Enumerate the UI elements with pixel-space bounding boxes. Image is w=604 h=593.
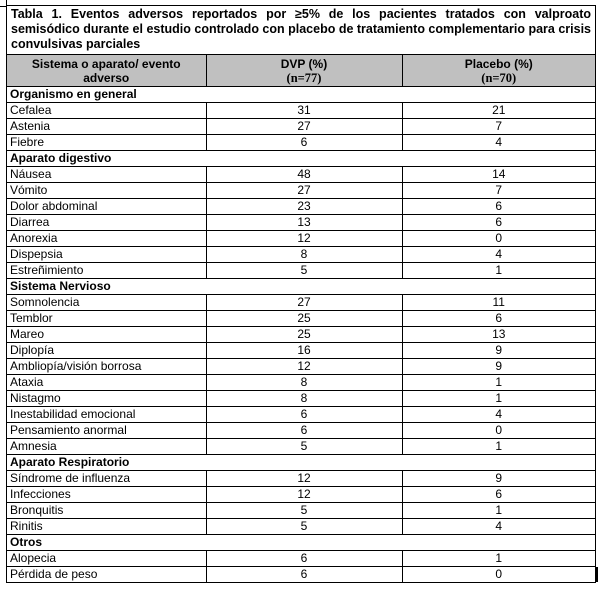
- table-row: [7, 359, 595, 375]
- dvp-value-cell: 6: [206, 407, 402, 423]
- placebo-value-cell: 9: [402, 343, 595, 359]
- dvp-value-cell: 12: [206, 231, 402, 247]
- event-cell: Náusea: [7, 167, 206, 183]
- table-row: [7, 391, 595, 407]
- table-row: [7, 183, 595, 199]
- header-placebo: [402, 55, 595, 87]
- placebo-value-cell: 7: [402, 183, 595, 199]
- table-row: [7, 215, 595, 231]
- event-cell: Ambliopía/visión borrosa: [7, 359, 206, 375]
- table-row: [7, 503, 595, 519]
- section-title: Aparato Respiratorio: [7, 455, 595, 471]
- event-cell: Dispepsia: [7, 247, 206, 263]
- dvp-value-cell: 5: [206, 439, 402, 455]
- placebo-value-cell: 14: [402, 167, 595, 183]
- section-title: Otros: [7, 535, 595, 551]
- dvp-value-cell: 48: [206, 167, 402, 183]
- header-dvp-n: (n=77): [286, 71, 322, 85]
- dvp-value-cell: 8: [206, 391, 402, 407]
- placebo-value-cell: 9: [402, 359, 595, 375]
- placebo-value-cell: 4: [402, 247, 595, 263]
- placebo-value-cell: 1: [402, 551, 595, 567]
- placebo-value-cell: 1: [402, 439, 595, 455]
- event-cell: Rinitis: [7, 519, 206, 535]
- table-row: [7, 311, 595, 327]
- dvp-value-cell: 12: [206, 471, 402, 487]
- table-row: [7, 199, 595, 215]
- header-placebo-label: Placebo (%): [464, 57, 533, 71]
- event-cell: Anorexia: [7, 231, 206, 247]
- event-cell: Diarrea: [7, 215, 206, 231]
- event-cell: Inestabilidad emocional: [7, 407, 206, 423]
- section-row: [7, 535, 595, 551]
- header-dvp: [206, 55, 402, 87]
- dvp-value-cell: 13: [206, 215, 402, 231]
- section-row: [7, 151, 595, 167]
- placebo-value-cell: 1: [402, 375, 595, 391]
- table-row: [7, 519, 595, 535]
- table-row: [7, 567, 595, 583]
- event-cell: Mareo: [7, 327, 206, 343]
- placebo-value-cell: 0: [495, 567, 503, 581]
- section-row: [7, 279, 595, 295]
- dvp-value-cell: 6: [206, 551, 402, 567]
- header-system-event: [7, 55, 206, 87]
- placebo-value-cell: 21: [402, 103, 595, 119]
- adverse-events-table-frame: [6, 5, 596, 583]
- placebo-value-cell: 0: [402, 231, 595, 247]
- table-row: [7, 263, 595, 279]
- dvp-value-cell: 5: [206, 503, 402, 519]
- event-cell: Estreñimiento: [7, 263, 206, 279]
- header-system-event-label: Sistema o aparato/ evento adverso: [31, 57, 181, 85]
- placebo-value-cell: 6: [402, 215, 595, 231]
- table-row: [7, 343, 595, 359]
- event-cell: Nistagmo: [7, 391, 206, 407]
- section-title: Sistema Nervioso: [7, 279, 595, 295]
- placebo-value-cell: 11: [402, 295, 595, 311]
- placebo-value-cell: 4: [402, 519, 595, 535]
- dvp-value-cell: 12: [206, 359, 402, 375]
- event-cell: Alopecia: [7, 551, 206, 567]
- table-row: [7, 167, 595, 183]
- table-body: [7, 87, 595, 583]
- placebo-value-cell: 13: [402, 327, 595, 343]
- placebo-value-cell: 1: [402, 263, 595, 279]
- table-row: [7, 295, 595, 311]
- dvp-value-cell: 8: [206, 247, 402, 263]
- table-row: [7, 119, 595, 135]
- placebo-value-cell: 7: [402, 119, 595, 135]
- dvp-value-cell: 6: [206, 135, 402, 151]
- section-title: Organismo en general: [7, 87, 595, 103]
- event-cell: Vómito: [7, 183, 206, 199]
- section-title: Aparato digestivo: [7, 151, 595, 167]
- table-row: [7, 135, 595, 151]
- event-cell: Pensamiento anormal: [7, 423, 206, 439]
- placebo-value-cell: 0: [402, 423, 595, 439]
- placebo-value-cell: 1: [402, 503, 595, 519]
- event-cell: Cefalea: [7, 103, 206, 119]
- table-row: [7, 231, 595, 247]
- event-cell: Astenia: [7, 119, 206, 135]
- table-row: [7, 247, 595, 263]
- table-row: [7, 327, 595, 343]
- table-caption: Tabla 1. Eventos adversos reportados por ≥5% de los pacientes tratados con valproato semisódico durante el estudio controlado con placebo de tratamiento complementario para crisis convulsivas parciales: [7, 6, 595, 55]
- placebo-value-cell: 6: [402, 311, 595, 327]
- dvp-value-cell: 25: [206, 311, 402, 327]
- event-cell: Somnolencia: [7, 295, 206, 311]
- event-cell: Temblor: [7, 311, 206, 327]
- table-row: [7, 551, 595, 567]
- placebo-value-cell: 6: [402, 199, 595, 215]
- header-dvp-label: DVP (%): [280, 57, 328, 71]
- placebo-value-cell: 4: [402, 407, 595, 423]
- dvp-value-cell: 6: [206, 567, 402, 583]
- table-row: [7, 423, 595, 439]
- adverse-events-table: [7, 55, 595, 582]
- dvp-value-cell: 27: [206, 119, 402, 135]
- event-cell: Fiebre: [7, 135, 206, 151]
- dvp-value-cell: 25: [206, 327, 402, 343]
- event-cell: Amnesia: [7, 439, 206, 455]
- event-cell: Diplopía: [7, 343, 206, 359]
- section-row: [7, 87, 595, 103]
- section-row: [7, 455, 595, 471]
- dvp-value-cell: 8: [206, 375, 402, 391]
- event-cell: Bronquitis: [7, 503, 206, 519]
- table-header-row: [7, 55, 595, 87]
- event-cell: Síndrome de influenza: [7, 471, 206, 487]
- event-cell: Ataxia: [7, 375, 206, 391]
- placebo-value-cell: 4: [402, 135, 595, 151]
- table-row: [7, 407, 595, 423]
- event-cell: Pérdida de peso: [7, 567, 206, 583]
- placebo-value-cell: 6: [402, 487, 595, 503]
- table-row: [7, 471, 595, 487]
- dvp-value-cell: 5: [206, 519, 402, 535]
- table-row: [7, 439, 595, 455]
- event-cell: Infecciones: [7, 487, 206, 503]
- table-row: [7, 487, 595, 503]
- dvp-value-cell: 12: [206, 487, 402, 503]
- dvp-value-cell: 6: [206, 423, 402, 439]
- dvp-value-cell: 27: [206, 183, 402, 199]
- header-placebo-n: (n=70): [481, 71, 517, 85]
- placebo-value-cell: 1: [402, 391, 595, 407]
- table-row: [7, 103, 595, 119]
- dvp-value-cell: 23: [206, 199, 402, 215]
- dvp-value-cell: 5: [206, 263, 402, 279]
- dvp-value-cell: 16: [206, 343, 402, 359]
- event-cell: Dolor abdominal: [7, 199, 206, 215]
- placebo-value-cell: 9: [402, 471, 595, 487]
- table-row: [7, 375, 595, 391]
- dvp-value-cell: 31: [206, 103, 402, 119]
- dvp-value-cell: 27: [206, 295, 402, 311]
